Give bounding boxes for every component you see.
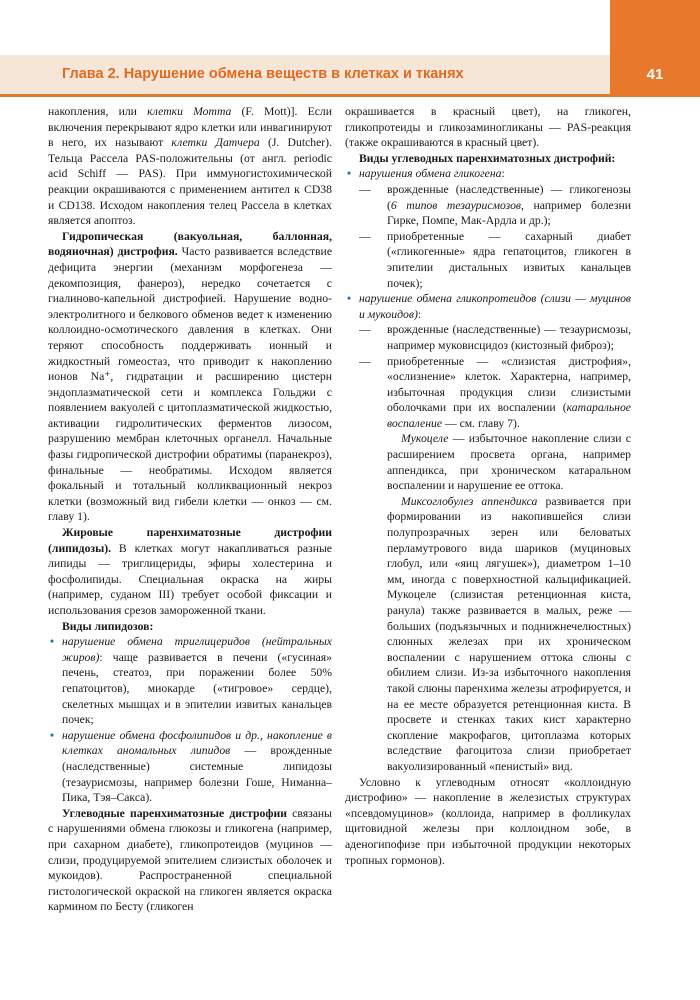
page-number: 41 xyxy=(646,66,664,83)
text-run: приобретенные — сахарный диабет («гликогенные» ядра гепатоцитов, гликоген в эпителии дистальных извитых канальцев почек); xyxy=(387,229,631,290)
text-run: — см. главу 7). xyxy=(442,416,520,430)
right-column xyxy=(345,104,631,868)
paragraph-colloid-dystrophy: Условно к углеводным относят «коллоидную дистрофию» — накопление в железистых структурах «псевдомуцинов» (коллоида, например в фолликулах щитовидной железы при коллоидном зобе, в аденогипофизе при избыточной продукции некоторых тропных гормонов). xyxy=(345,775,631,867)
text-run: (J. Dutcher). Тельца Рассела PAS-положительны (от англ. periodic acid Schiff — PAS). При иммуногистохимической реакции окрашиваются с применением антител к CD38 и CD138. Исходом накопления телец Рассела в клетках является апоптоз. xyxy=(48,136,332,228)
carbohydrate-types-heading: Виды углеводных паренхиматозных дистрофий: xyxy=(359,151,616,165)
page-number-tab xyxy=(610,0,700,97)
text-run: (F. Mott)]. Если включения перекрывают ядро клетки или инвагинируют в него, их называют xyxy=(48,105,333,150)
text-run: связаны с нарушениями обмена глюкозы и гликогена (например, при сахарном диабете), гликопротеидов (муцинов — слизи, продуцируемой эпителием слизистых оболочек и мукоидов). Распространенной специальной гистологической окраской на гликоген является окраска кармином по Бесту (гликоген xyxy=(48,806,333,914)
text-run: врожденные (наследственные) — тезаурисмозы, например муковисцидоз (кистозный фиброз); xyxy=(387,323,631,352)
carbohydrate-types-list xyxy=(345,166,631,774)
lipidoses-types-heading: Виды липидозов: xyxy=(62,619,154,633)
text-run: , например болезни Гирке, Помпе, Мак-Ардла и др.); xyxy=(387,198,631,228)
term-thesaurismoses: 6 типов тезаурисмозов xyxy=(390,198,521,212)
sublist-item xyxy=(359,229,631,291)
list-item-text: : чаще развивается в печени («гусиная» печень, стеатоз, при поражении более 50% гепатоцитов), миокарде («тигровое» сердце), скелетных мышцах и в эпителии извитых канальцев почек; xyxy=(62,650,332,727)
text-run: приобретенные — «слизистая дистрофия», «ослизнение» клеток. Характерна, например, избыточная продукция слизи слизистыми оболочками при их воспалении ( xyxy=(387,354,631,415)
paragraph-lipidoses xyxy=(48,525,332,619)
list-item xyxy=(48,634,332,728)
text-run: накопления, или xyxy=(48,105,148,118)
chapter-header-band xyxy=(0,55,700,97)
list-item-term: нарушение обмена триглицеридов (нейтральных жиров) xyxy=(62,635,332,664)
section-heading-lipidoses: Жировые паренхиматозные дистрофии (липидозы). xyxy=(48,526,332,555)
glycoprotein-sublist xyxy=(359,322,631,774)
text-run: — избыточное накопление слизи с расширением просвета органа, например аппендикса, при хроническом катаральном воспалении и нарушение ее оттока. xyxy=(387,432,631,493)
section-heading-hydropic: Гидропическая (вакуольная, баллонная, водяночная) дистрофия. xyxy=(48,229,332,259)
text-run: Часто развивается вследствие дефицита энергии (механизм морфогенеза — декомпозиция, фанероз), нередко сочетается с гиалиново-капельной дистрофией. Нарушение водно-электролитного и белкового обменов ведет к изменению коллоидно-осмотического давления в клетках. Они теряют способность поддерживать ионный и жидкостный гомеостаз, что приводит к накоплению ионов Na⁺, гидратации и расширению цистерн эндоплазматической сети и комплекса Гольджи с появлением вакуолей с цитоплазматической жидкостью, активации гидролитических ферментов лизосом, разрушению мембран клеточных органелл. Начальные фазы гидропической дистрофии обратимы (паранекроз), финальные — необратимы. Исходом является фокальный и тотальный колликвационный некроз клетки (возможный вид гибели клетки — онкоз — см. главу 1). xyxy=(48,245,333,524)
paragraph-mucocele xyxy=(387,431,631,493)
text-run: развивается при формировании из накопившейся слизи полупрозрачных зерен или беловатых перламутрового вида шариков (муциновых глобул, или «яиц лягушек»), диаметром 1–10 мм, иногда с поверхностной кальцификацией. Мукоцеле (слизистая ретенционная киста, ранула) также развивается в малых, реже — больших (подъязычных и поднижнечелюстных) слюнных железах при их хроническом воспалении с нарушением оттока слюны с обилием слизи. Из-за избыточного накопления такой слюны паренхима железы атрофируется, и на ее месте образуется ретенционная киста. В просвете и стенках таких кист характерно скопление макрофагов, цитоплазма которых вследствие фагоцитоза слизи приобретает вакуолизированный «пенистый» вид. xyxy=(387,494,631,773)
glycogen-sublist xyxy=(359,182,631,291)
list-item-term: нарушение обмена гликопротеидов (слизи — муцинов и мукоидов) xyxy=(359,292,631,321)
colon: : xyxy=(501,167,505,181)
term-dutcher-cells: клетки Датчера xyxy=(171,136,260,150)
paragraph-myxoglobulosis xyxy=(387,494,631,775)
term-mucocele: Мукоцеле xyxy=(401,432,449,446)
section-heading-carbohydrate: Углеводные паренхиматозные дистрофии xyxy=(62,806,287,820)
paragraph-mott-cells xyxy=(48,104,332,229)
list-item-glycoproteins xyxy=(345,291,631,774)
chapter-title: Глава 2. Нарушение обмена веществ в клетках и тканях xyxy=(62,66,464,82)
list-item-text: — врожденные (наследственные) системные липидозы (тезаурисмозы, например болезни Гоше, Ниманна–Пика, Тэя–Сакса). xyxy=(62,744,332,805)
paragraph-continuation: окрашивается в красный цвет), на гликоген, гликопротеиды и гликозаминогликаны — PAS-реакция (также окрашиваются в красный цвет). xyxy=(345,105,631,150)
left-column xyxy=(48,104,332,915)
list-item-glycogen xyxy=(345,166,631,291)
list-item-term: нарушения обмена гликогена xyxy=(359,167,502,181)
paragraph-hydropic-dystrophy xyxy=(48,229,332,525)
sublist-item xyxy=(359,182,631,229)
lipidoses-list xyxy=(48,634,332,806)
sublist-item xyxy=(359,322,631,353)
sublist-item xyxy=(359,354,631,775)
colon: : xyxy=(417,307,422,321)
text-run: В клетках могут накапливаться разные липиды — триглицериды, эфиры холестерина и фосфолипиды. Специальная окраска на жиры (например, суданом III) требует особой фиксации и использования срезов замороженной ткани. xyxy=(48,541,332,617)
term-myxoglobulosis: Миксоглобулез аппендикса xyxy=(401,494,538,508)
list-item-term: нарушение обмена фосфолипидов и др., накопление в клетках аномальных липидов xyxy=(62,728,332,758)
list-item xyxy=(48,728,332,806)
term-mott-cells: клетки Мотта xyxy=(147,105,232,118)
text-run: врожденные (наследственные) — гликогенозы ( xyxy=(387,182,631,212)
term-catarrhal-inflammation: катаральное воспаление xyxy=(387,401,631,430)
paragraph-carbohydrate-dystrophies xyxy=(48,806,332,915)
